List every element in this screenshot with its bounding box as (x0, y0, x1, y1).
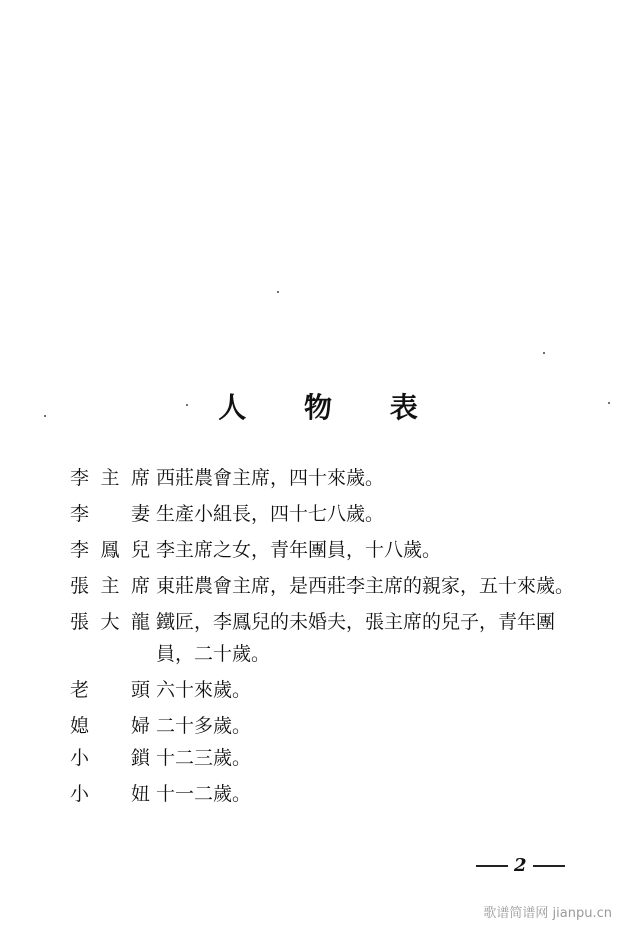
character-role: 小 妞 (70, 783, 150, 805)
character-row (70, 778, 580, 810)
page-number (470, 855, 571, 876)
site-watermark: 歌谱简谱网 jianpu.cn (483, 906, 612, 921)
character-role: 李主席 (70, 467, 150, 489)
page-number-dash-left (476, 865, 508, 867)
character-description: 二十多歲。 (156, 715, 252, 737)
character-description: 東莊農會主席，是西莊李主席的親家，五十來歲。 (156, 575, 575, 597)
character-row (70, 674, 580, 706)
page-title: 人 物 表 (218, 391, 442, 424)
page-number-dash-right (533, 865, 565, 867)
character-row (70, 498, 580, 530)
character-row (70, 710, 580, 742)
character-description: 十一二歲。 (156, 783, 252, 805)
character-row (70, 742, 580, 774)
character-row (70, 534, 580, 566)
character-description: 六十來歲。 (156, 679, 252, 701)
scan-speck (543, 352, 545, 354)
character-description: 鐵匠，李鳳兒的未婚夫，張主席的兒子，青年團員，二十歲。 (156, 611, 556, 665)
scan-speck (277, 291, 279, 293)
character-role: 李鳳兒 (70, 539, 150, 561)
character-role: 老 頭 (70, 679, 150, 701)
character-role: 張主席 (70, 575, 150, 597)
character-row (70, 570, 580, 602)
character-description: 十二三歲。 (156, 747, 252, 769)
character-role: 媳 婦 (70, 715, 150, 737)
character-role: 李 妻 (70, 503, 150, 525)
character-description: 生產小組長，四十七八歲。 (156, 503, 385, 525)
character-list (70, 462, 580, 810)
character-row (70, 462, 580, 494)
character-description: 西莊農會主席，四十來歲。 (156, 467, 385, 489)
character-role: 張大龍 (70, 611, 150, 633)
character-description: 李主席之女，青年團員，十八歲。 (156, 539, 442, 561)
character-role: 小 鎖 (70, 747, 150, 769)
character-row (70, 606, 580, 670)
page-number-value: 2 (514, 855, 527, 876)
